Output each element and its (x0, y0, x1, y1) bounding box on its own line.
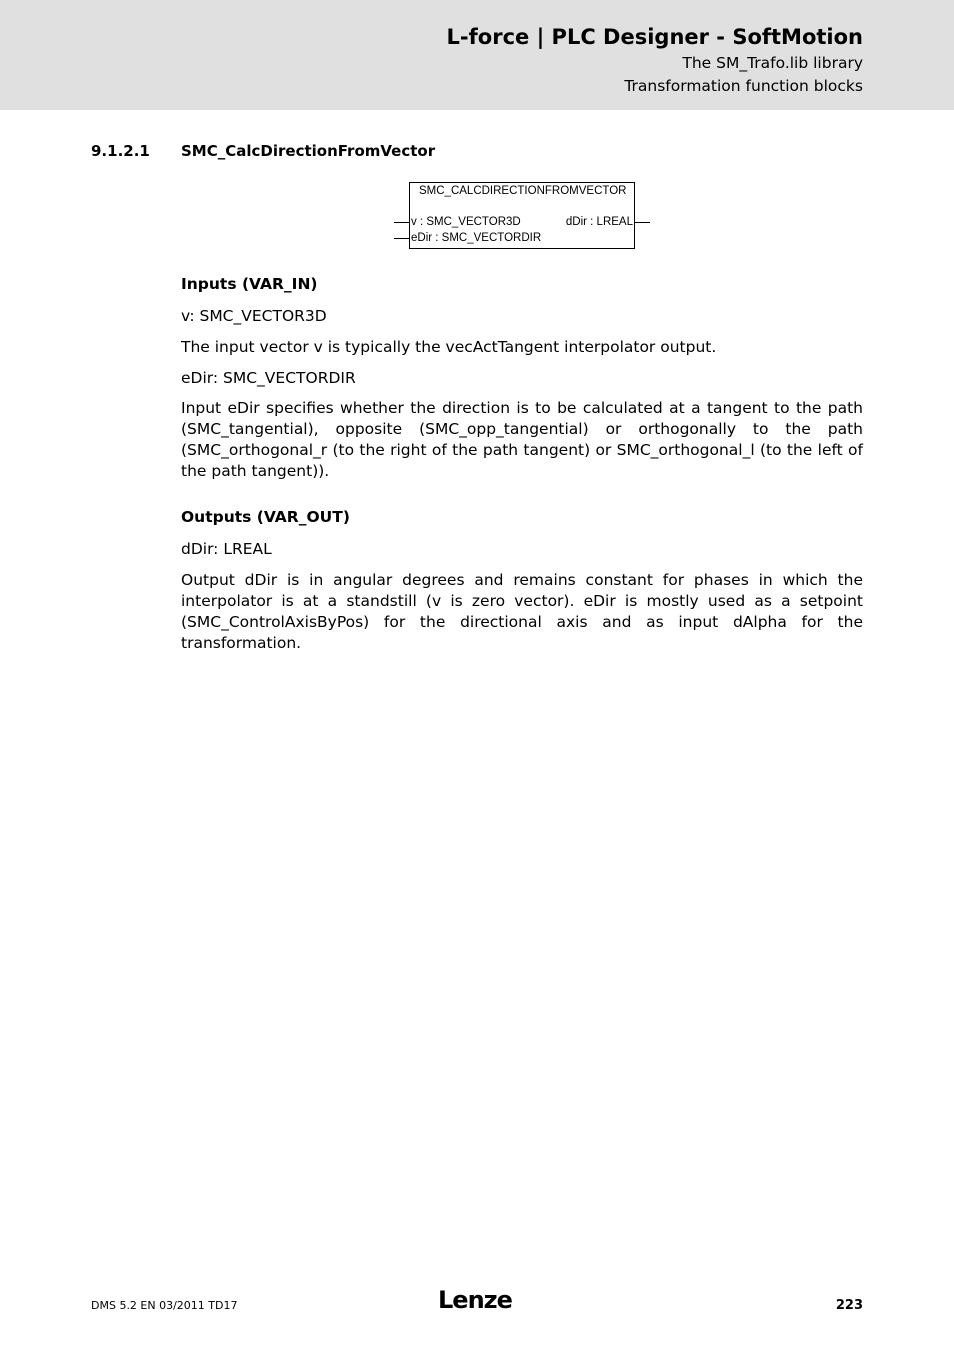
function-block-name: SMC_CALCDIRECTIONFROMVECTOR (419, 185, 627, 197)
lenze-logo-icon (438, 1286, 516, 1314)
chapter-subtitle: The SM_Trafo.lib library (682, 54, 863, 72)
input-pin-edir (394, 238, 409, 239)
output-pin-ddir (635, 222, 650, 223)
inputs-heading: Inputs (VAR_IN) (181, 275, 318, 293)
output-param-ddir: dDir: LREAL (181, 540, 272, 558)
svg-text:Lenze: Lenze (438, 1286, 512, 1314)
section-title: SMC_CalcDirectionFromVector (181, 142, 436, 160)
document-title: L-force | PLC Designer - SoftMotion (446, 25, 863, 49)
input-param-edir-description: Input eDir specifies whether the direction is to be calculated at a tangent to the path (SMC_tangential), opposite (SMC_opp_tangential) or orthogonally to the path (SMC_orthogonal_r (to the right of the path tangent) or SMC_orthogonal_l (to the left of the path tangent)). (181, 399, 863, 480)
document-id: DMS 5.2 EN 03/2011 TD17 (91, 1299, 238, 1312)
function-block-input-edir: eDir : SMC_VECTORDIR (411, 232, 542, 244)
input-param-v: v: SMC_VECTOR3D (181, 307, 327, 325)
function-block-output-ddir: dDir : LREAL (565, 216, 633, 228)
input-param-v-description: The input vector v is typically the vecActTangent interpolator output. (181, 338, 717, 356)
output-param-ddir-description: Output dDir is in angular degrees and remains constant for phases in which the interpolator is at a standstill (v is zero vector). eDir is mostly used as a setpoint (SMC_ControlAxisByPos) for the directional axis and as input dAlpha for the transformation. (181, 571, 863, 652)
section-number: 9.1.2.1 (91, 142, 150, 160)
content-body (181, 274, 863, 654)
outputs-heading: Outputs (VAR_OUT) (181, 508, 350, 526)
input-param-edir: eDir: SMC_VECTORDIR (181, 369, 356, 387)
function-block-input-v: v : SMC_VECTOR3D (411, 216, 521, 228)
input-pin-v (394, 222, 409, 223)
page-number: 223 (835, 1298, 863, 1313)
section-subtitle: Transformation function blocks (624, 77, 863, 95)
function-block-diagram (409, 182, 635, 249)
